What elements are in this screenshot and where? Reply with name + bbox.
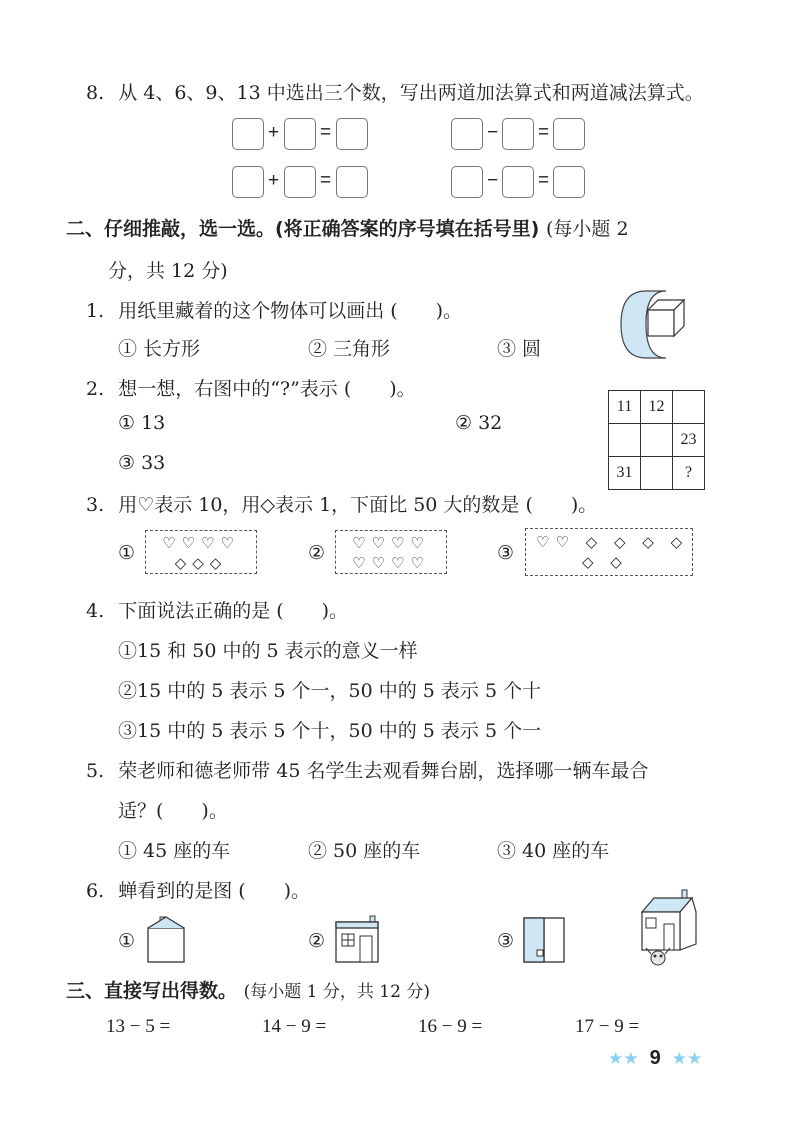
question-text: 荣老师和德老师带 45 名学生去观看舞台剧，选择哪一辆车最合 bbox=[118, 760, 649, 782]
page-number: 9 bbox=[649, 1047, 661, 1069]
section-2-heading bbox=[66, 214, 629, 241]
equals-sign: = bbox=[538, 122, 550, 143]
option-1[interactable]: ① 13 bbox=[118, 412, 166, 434]
section-title: 二、仔细推敲，选一选。(将正确答案的序号填在括号里) bbox=[66, 218, 540, 240]
option-1[interactable]: ①15 和 50 中的 5 表示的意义一样 bbox=[118, 640, 418, 662]
question-number: 2. bbox=[86, 378, 105, 400]
option-1-shapes[interactable] bbox=[145, 530, 257, 574]
option-2-label[interactable]: ② bbox=[308, 930, 326, 952]
answer-box[interactable] bbox=[553, 118, 585, 150]
calc-item: 17 − 9 = bbox=[575, 1016, 640, 1037]
question-text: 下面说法正确的是 ( )。 bbox=[118, 600, 349, 622]
house-view-1-illustration[interactable] bbox=[144, 914, 188, 964]
hearts-row: ♡♡♡♡ bbox=[352, 534, 430, 552]
grid-cell: 12 bbox=[641, 391, 673, 424]
question-number: 8. bbox=[86, 82, 105, 104]
question-number: 4. bbox=[86, 600, 105, 622]
page-footer bbox=[608, 1047, 702, 1070]
answer-box[interactable] bbox=[502, 166, 534, 198]
house-and-cicada-illustration bbox=[636, 886, 702, 970]
section-note: (每小题 1 分，共 12 分) bbox=[243, 982, 430, 1002]
question-4 bbox=[86, 596, 348, 623]
house-view-2-illustration[interactable] bbox=[334, 914, 382, 964]
option-3-shapes[interactable] bbox=[525, 528, 693, 576]
question-text: 用纸里藏着的这个物体可以画出 ( )。 bbox=[118, 300, 463, 322]
option-3[interactable]: ③ 40 座的车 bbox=[497, 840, 610, 862]
grid-cell: 23 bbox=[673, 424, 705, 457]
grid-cell bbox=[673, 391, 705, 424]
answer-box[interactable] bbox=[502, 118, 534, 150]
minus-sign: − bbox=[487, 170, 499, 191]
grid-cell bbox=[641, 424, 673, 457]
calc-item: 14 − 9 = bbox=[262, 1016, 327, 1037]
answer-box[interactable] bbox=[451, 118, 483, 150]
minus-sign: − bbox=[487, 122, 499, 143]
answer-box[interactable] bbox=[232, 166, 264, 198]
question-text: 从 4、6、9、13 中选出三个数，写出两道加法算式和两道减法算式。 bbox=[118, 82, 704, 104]
stars-decoration-icon: ★★ bbox=[608, 1049, 639, 1069]
question-number: 6. bbox=[86, 880, 105, 902]
mixed-row: ♡♡ ◇ ◇ ◇ ◇ bbox=[536, 533, 689, 551]
option-3[interactable]: ③15 中的 5 表示 5 个十，50 中的 5 表示 5 个一 bbox=[118, 720, 542, 742]
option-2[interactable]: ② 32 bbox=[455, 412, 503, 434]
plus-sign: + bbox=[268, 170, 280, 191]
house-view-3-illustration[interactable] bbox=[522, 914, 568, 964]
section-3-heading bbox=[66, 976, 430, 1003]
option-2[interactable]: ② 50 座的车 bbox=[308, 840, 421, 862]
equals-sign: = bbox=[538, 170, 550, 191]
answer-box[interactable] bbox=[284, 166, 316, 198]
option-3-label[interactable]: ③ bbox=[497, 930, 515, 952]
question-5-cont: 适？( )。 bbox=[118, 800, 228, 822]
option-2[interactable]: ② 三角形 bbox=[308, 338, 391, 360]
equals-sign: = bbox=[320, 170, 332, 191]
section-2-note-cont: 分，共 12 分) bbox=[108, 260, 228, 282]
option-2-shapes[interactable] bbox=[335, 530, 447, 574]
question-1 bbox=[86, 296, 462, 323]
option-3[interactable]: ③ 圆 bbox=[497, 338, 542, 360]
calc-item: 16 − 9 = bbox=[418, 1016, 483, 1037]
section-note: (每小题 2 bbox=[546, 218, 629, 240]
diamonds-row: ◇ ◇ bbox=[582, 553, 628, 571]
hearts-row: ♡♡♡♡ bbox=[162, 534, 240, 552]
calc-item: 13 − 5 = bbox=[106, 1016, 171, 1037]
number-grid bbox=[608, 390, 705, 490]
section-title: 三、直接写出得数。 bbox=[66, 980, 238, 1002]
diamonds-row: ◇◇◇ bbox=[174, 554, 228, 572]
question-text: 想一想，右图中的“?”表示 ( )。 bbox=[118, 378, 416, 400]
question-6 bbox=[86, 876, 310, 903]
plus-sign: + bbox=[268, 122, 280, 143]
answer-box[interactable] bbox=[336, 118, 368, 150]
question-text: 用♡表示 10，用◇表示 1，下面比 50 大的数是 ( )。 bbox=[118, 494, 598, 516]
question-text: 蝉看到的是图 ( )。 bbox=[118, 880, 311, 902]
option-1-label[interactable]: ① bbox=[118, 930, 136, 952]
option-1-label[interactable]: ① bbox=[118, 542, 136, 564]
hidden-cylinder-cube-illustration bbox=[616, 286, 696, 366]
question-number: 5. bbox=[86, 760, 105, 782]
question-3 bbox=[86, 490, 597, 517]
grid-cell: 31 bbox=[609, 457, 641, 490]
answer-box[interactable] bbox=[284, 118, 316, 150]
option-2-label[interactable]: ② bbox=[308, 542, 326, 564]
question-5 bbox=[86, 756, 648, 783]
hearts-row: ♡♡♡♡ bbox=[352, 554, 430, 572]
answer-box[interactable] bbox=[336, 166, 368, 198]
answer-box[interactable] bbox=[553, 166, 585, 198]
question-number: 3. bbox=[86, 494, 105, 516]
option-3[interactable]: ③ 33 bbox=[118, 452, 166, 474]
option-2[interactable]: ②15 中的 5 表示 5 个一，50 中的 5 表示 5 个十 bbox=[118, 680, 542, 702]
stars-decoration-icon: ★★ bbox=[671, 1049, 703, 1069]
grid-cell bbox=[641, 457, 673, 490]
question-2 bbox=[86, 374, 416, 401]
grid-cell: 11 bbox=[609, 391, 641, 424]
option-3-label[interactable]: ③ bbox=[497, 542, 515, 564]
grid-cell: ? bbox=[673, 457, 705, 490]
grid-cell bbox=[609, 424, 641, 457]
question-8 bbox=[86, 78, 704, 105]
answer-box[interactable] bbox=[451, 166, 483, 198]
equals-sign: = bbox=[320, 122, 332, 143]
question-number: 1. bbox=[86, 300, 105, 322]
option-1[interactable]: ① 45 座的车 bbox=[118, 840, 231, 862]
option-1[interactable]: ① 长方形 bbox=[118, 338, 201, 360]
answer-box[interactable] bbox=[232, 118, 264, 150]
